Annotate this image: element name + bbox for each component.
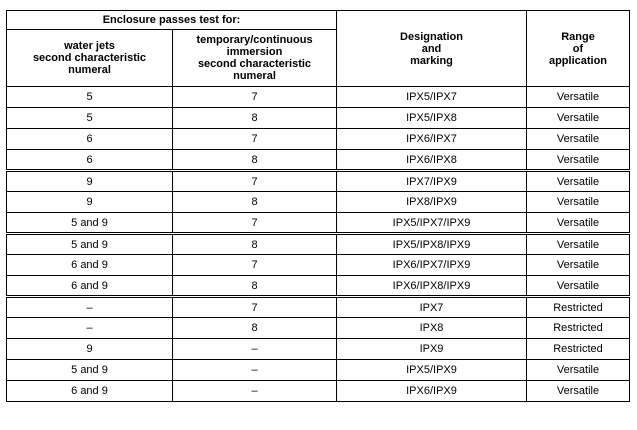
header-designation-marking [337, 11, 527, 87]
water-jets-cell: 5 [7, 87, 173, 108]
designation-cell: IPX6/IPX8 [337, 150, 527, 171]
header-line: Range [561, 30, 595, 43]
immersion-cell: 8 [173, 318, 337, 339]
designation-cell: IPX7 [337, 297, 527, 318]
table-row [7, 360, 630, 381]
header-line: water jets [64, 40, 115, 52]
immersion-cell: 8 [173, 150, 337, 171]
table-row [7, 276, 630, 297]
designation-cell: IPX7/IPX9 [337, 171, 527, 192]
immersion-cell: 7 [173, 255, 337, 276]
header-line: marking [410, 54, 453, 67]
designation-cell: IPX6/IPX8/IPX9 [337, 276, 527, 297]
immersion-cell: 8 [173, 108, 337, 129]
table-row [7, 255, 630, 276]
water-jets-cell: 6 [7, 150, 173, 171]
table-row [7, 318, 630, 339]
header-line: and [421, 42, 442, 55]
header-line: temporary/continuous [196, 34, 313, 46]
water-jets-cell: – [7, 297, 173, 318]
designation-cell: IPX6/IPX9 [337, 381, 527, 402]
water-jets-cell: – [7, 318, 173, 339]
table-row [7, 150, 630, 171]
designation-cell: IPX5/IPX9 [337, 360, 527, 381]
designation-cell: IPX9 [337, 339, 527, 360]
table-header [7, 11, 630, 87]
range-cell: Versatile [527, 108, 630, 129]
range-cell: Versatile [527, 276, 630, 297]
range-cell: Restricted [527, 297, 630, 318]
header-line: numeral [68, 64, 111, 76]
header-group-enclosure-passes: Enclosure passes test for: [7, 11, 337, 30]
table-row [7, 297, 630, 318]
water-jets-cell: 5 and 9 [7, 213, 173, 234]
water-jets-cell: 6 and 9 [7, 381, 173, 402]
range-cell: Restricted [527, 318, 630, 339]
range-cell: Versatile [527, 171, 630, 192]
range-cell: Versatile [527, 234, 630, 255]
designation-cell: IPX8/IPX9 [337, 192, 527, 213]
water-jets-cell: 9 [7, 339, 173, 360]
header-group-row [7, 11, 630, 30]
enclosure-test-table [6, 10, 630, 402]
header-line: of [572, 42, 584, 55]
table-row [7, 171, 630, 192]
designation-cell: IPX5/IPX7 [337, 87, 527, 108]
header-line: numeral [233, 70, 276, 82]
designation-cell: IPX5/IPX8/IPX9 [337, 234, 527, 255]
range-cell: Versatile [527, 129, 630, 150]
water-jets-cell: 5 [7, 108, 173, 129]
header-line: application [548, 54, 608, 67]
table-row [7, 381, 630, 402]
immersion-cell: 7 [173, 87, 337, 108]
table-row [7, 213, 630, 234]
range-cell: Versatile [527, 87, 630, 108]
table-row [7, 234, 630, 255]
immersion-cell: 7 [173, 129, 337, 150]
immersion-cell: 8 [173, 276, 337, 297]
range-cell: Versatile [527, 381, 630, 402]
immersion-cell: 7 [173, 297, 337, 318]
header-line: second characteristic [197, 58, 312, 70]
water-jets-cell: 6 [7, 129, 173, 150]
water-jets-cell: 5 and 9 [7, 360, 173, 381]
range-cell: Versatile [527, 360, 630, 381]
header-line: second characteristic [32, 52, 147, 64]
immersion-cell: 8 [173, 192, 337, 213]
header-range-of-application [527, 11, 630, 87]
table-row [7, 108, 630, 129]
header-line: Designation [400, 30, 463, 43]
range-cell: Versatile [527, 192, 630, 213]
water-jets-cell: 6 and 9 [7, 276, 173, 297]
table-row [7, 87, 630, 108]
water-jets-cell: 9 [7, 192, 173, 213]
table-body [7, 87, 630, 402]
range-cell: Restricted [527, 339, 630, 360]
water-jets-cell: 5 and 9 [7, 234, 173, 255]
table-row [7, 192, 630, 213]
water-jets-cell: 9 [7, 171, 173, 192]
immersion-cell: 8 [173, 234, 337, 255]
immersion-cell: – [173, 339, 337, 360]
designation-cell: IPX5/IPX8 [337, 108, 527, 129]
header-line: immersion [226, 46, 283, 58]
designation-cell: IPX5/IPX7/IPX9 [337, 213, 527, 234]
immersion-cell: 7 [173, 213, 337, 234]
table-row [7, 129, 630, 150]
immersion-cell: 7 [173, 171, 337, 192]
table-row [7, 339, 630, 360]
immersion-cell: – [173, 360, 337, 381]
range-cell: Versatile [527, 255, 630, 276]
water-jets-cell: 6 and 9 [7, 255, 173, 276]
designation-cell: IPX6/IPX7 [337, 129, 527, 150]
designation-cell: IPX8 [337, 318, 527, 339]
immersion-cell: – [173, 381, 337, 402]
designation-cell: IPX6/IPX7/IPX9 [337, 255, 527, 276]
header-immersion [173, 30, 337, 87]
range-cell: Versatile [527, 213, 630, 234]
range-cell: Versatile [527, 150, 630, 171]
header-water-jets [7, 30, 173, 87]
